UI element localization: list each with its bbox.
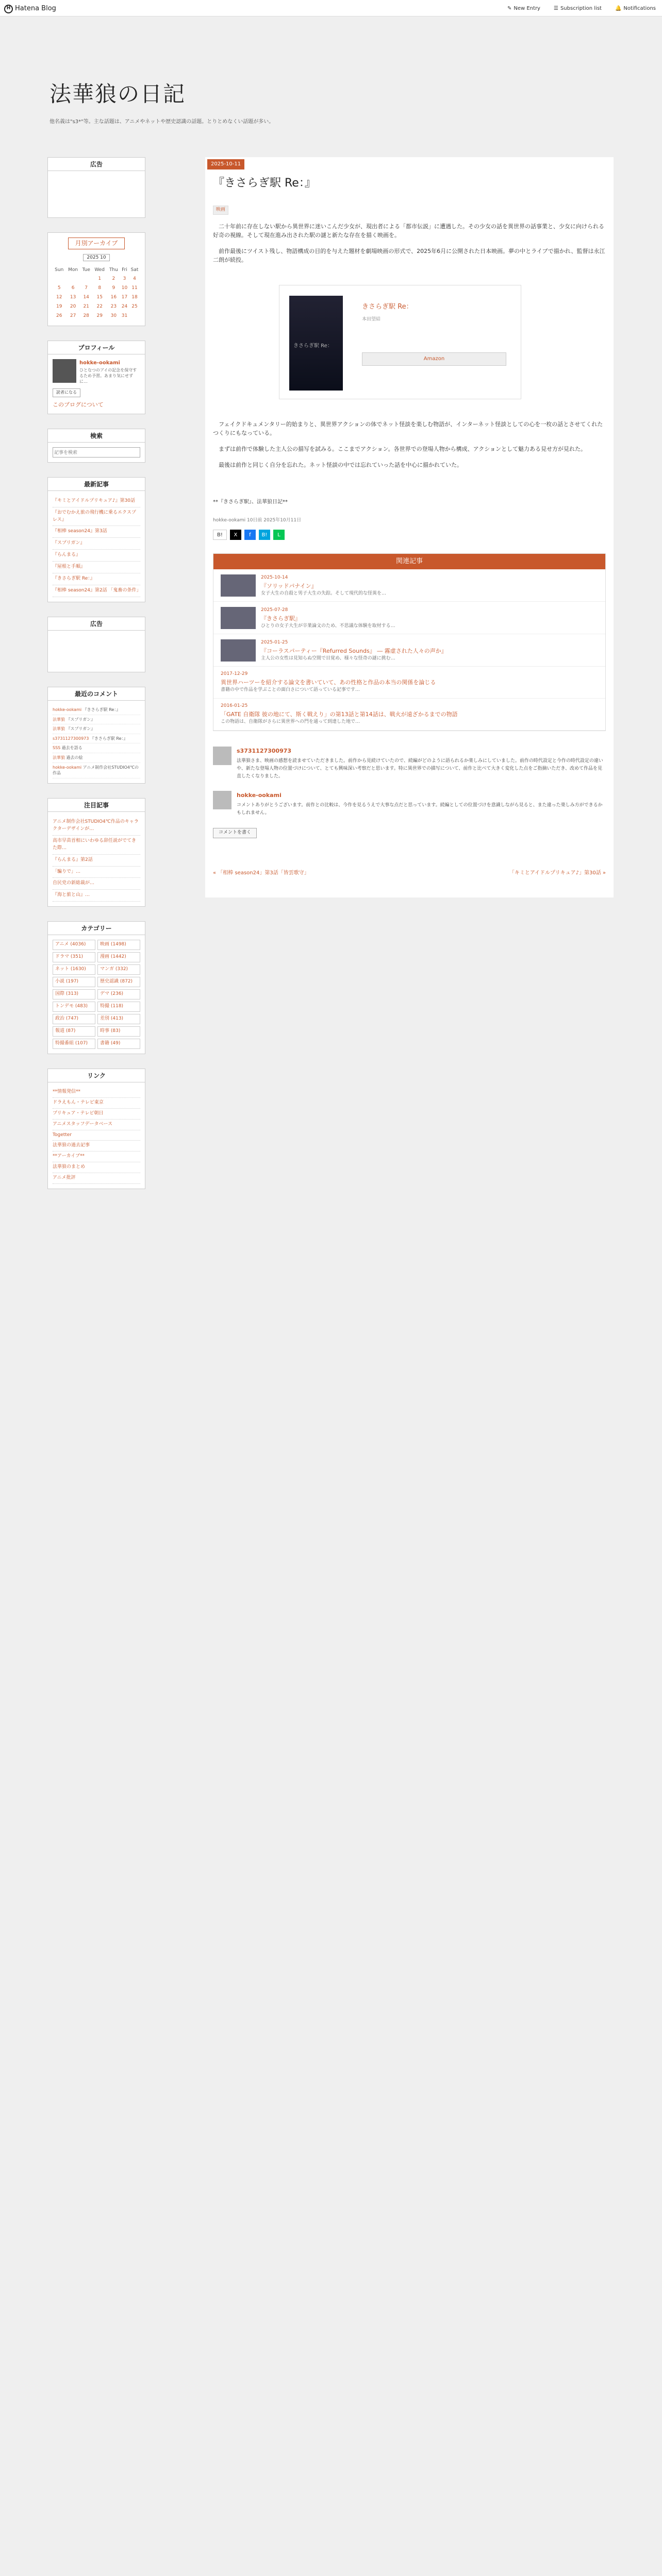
entry-paragraph: 前作最後にツイスト残し、物語構成の目的を与えた題材を劇場映画の形式で、2025年6月に公開された日本映画。夢の中とライブで描かれ、監督は永江二朗が続投。 bbox=[213, 247, 605, 263]
category-link[interactable]: 報道 (87) bbox=[53, 1026, 95, 1037]
blog-header bbox=[49, 77, 307, 126]
profile-name[interactable]: hokke-ookami bbox=[79, 360, 120, 366]
calendar-day[interactable]: 3 bbox=[123, 276, 126, 282]
recent-comments-module bbox=[47, 687, 145, 784]
calendar-month-select[interactable]: 2025 10 bbox=[83, 254, 109, 261]
product-subtitle: 本田望結 bbox=[362, 316, 381, 322]
noted-entry-link[interactable]: 高市早苗首相にいわゆる辞任説がでてきた際… bbox=[53, 836, 140, 855]
category-link[interactable]: 特撮 (118) bbox=[97, 1002, 140, 1012]
related-excerpt: 女子大生の自殺と男子大生の失踪。そして現代的な怪異を… bbox=[261, 591, 387, 597]
noted-entry-link[interactable]: 『海と旅と山』… bbox=[53, 890, 140, 902]
facebook-share-button[interactable]: f bbox=[244, 530, 256, 540]
related-excerpt: 書籍の中で作品を学ぶことの面白さについて語っている記事です… bbox=[221, 687, 360, 693]
ad-module bbox=[47, 157, 145, 218]
notifications-link[interactable]: 🔔 Notifications bbox=[615, 6, 656, 11]
next-entry-link[interactable]: 「キミとアイドルプリキュア♪」第30話 » bbox=[509, 870, 606, 876]
calendar-day[interactable]: 12 bbox=[56, 295, 62, 300]
new-entry-link[interactable]: ✎ New Entry bbox=[507, 6, 540, 11]
entry-paragraph: 二十年前に存在しない駅から異世界に迷いこんだ少女が、現出者による「都市伝説」に遭遇した。その少女の話を異世界の話事業と、少女に向けられる好奇の視線。そして現在進み出された駅の謎と新たな存在を描く映画を。 bbox=[213, 223, 604, 239]
sidebar-link[interactable]: 法華狼の過去記事 bbox=[53, 1141, 140, 1151]
share-buttons bbox=[213, 530, 614, 540]
commenter-avatar[interactable] bbox=[213, 747, 231, 765]
calendar-day[interactable]: 25 bbox=[131, 304, 138, 310]
category-link[interactable]: ネット (1630) bbox=[53, 964, 95, 975]
latest-entry-link[interactable]: 『おでむかえ旅の飛行機に乗るエクスプレス』 bbox=[53, 507, 140, 527]
noted-module bbox=[47, 798, 145, 907]
calendar-day[interactable]: 1 bbox=[98, 276, 102, 282]
related-date: 2025-07-28 bbox=[261, 607, 288, 613]
calendar-day[interactable]: 22 bbox=[96, 304, 103, 310]
related-title[interactable]: 『きさらぎ駅』 bbox=[261, 615, 301, 622]
related-date: 2016-01-25 bbox=[221, 703, 248, 709]
category-link[interactable]: ドラマ (351) bbox=[53, 952, 95, 962]
recent-comment-target[interactable]: 『きさらぎ駅 Re：』 bbox=[82, 707, 121, 713]
product-cover[interactable]: きさらぎ駅 Re： bbox=[289, 296, 343, 391]
comment-body: 法華狼さま、映画の感想を読ませていただきました。前作から見続けていたので、続編がどのように語られるか楽しみにしていました。前作の時代設定と今作の時代設定の違いや、新たな登場人物の位置づけについて、とても興味深い考察だと思います。特に異世界での描写について、前作と比べて大きく変化した点をご指摘いただき、改めて作品を見直したくなりました。 bbox=[237, 758, 603, 779]
entry-meta: hokke-ookami 10日前 2025年10月11日 bbox=[213, 518, 302, 523]
comments bbox=[213, 747, 606, 817]
calendar-weekday: Wed bbox=[94, 267, 105, 273]
write-comment-button[interactable]: コメントを書く bbox=[213, 828, 257, 838]
subscribe-button[interactable]: 読者になる bbox=[53, 388, 80, 397]
calendar-day[interactable]: 14 bbox=[83, 295, 89, 300]
sidebar-link[interactable]: プリキュア・テレビ朝日 bbox=[53, 1109, 140, 1120]
calendar-day[interactable]: 2 bbox=[112, 276, 115, 282]
related-excerpt: 主人公の女性は見知らぬ空間で目覚め、様々な怪奇の謎に挑む… bbox=[261, 656, 395, 662]
recent-comment-item[interactable] bbox=[53, 705, 140, 715]
calendar-day[interactable]: 21 bbox=[83, 304, 89, 310]
noted-entry-link[interactable]: 自民党の新総裁が… bbox=[53, 878, 140, 890]
related-item-wide[interactable] bbox=[213, 667, 605, 699]
comment bbox=[213, 791, 606, 817]
calendar-weekday: Mon bbox=[68, 267, 78, 273]
calendar-day[interactable]: 20 bbox=[70, 304, 76, 310]
calendar-day[interactable]: 4 bbox=[133, 276, 136, 282]
entry-paragraph: フェイクドキュメンタリー的始まりと、異世界アクションの体でネット怪談を楽しむ物語が、インターネット怪談としての心を一枚の話とさせてくれたつくりにもなっている。 bbox=[213, 420, 603, 436]
hatena-logo-label: Hatena Blog bbox=[15, 5, 56, 12]
recent-comment-target[interactable]: 過去を語る bbox=[61, 745, 82, 751]
search-heading: 検索 bbox=[48, 429, 145, 443]
pencil-icon: ✎ bbox=[507, 6, 512, 11]
calendar-day[interactable]: 23 bbox=[110, 304, 117, 310]
bell-icon: 🔔 bbox=[615, 6, 622, 11]
pager bbox=[213, 869, 606, 877]
category-link[interactable]: 映画 (1498) bbox=[97, 940, 140, 950]
category-link[interactable]: 差別 (413) bbox=[97, 1014, 140, 1024]
calendar-weekday: Sat bbox=[130, 267, 139, 273]
calendar-day[interactable]: 17 bbox=[121, 295, 128, 300]
calendar-day[interactable]: 5 bbox=[57, 285, 61, 291]
related-title[interactable]: 異世界ハーツーを紹介する論文を書いていて、あの性格と作品の本当の関係を論じる bbox=[221, 679, 436, 686]
category-link[interactable]: デマ (236) bbox=[97, 989, 140, 999]
ad-space bbox=[48, 171, 145, 217]
sidebar bbox=[47, 157, 145, 1204]
recent-comment-item[interactable] bbox=[53, 763, 140, 778]
recent-comment-target[interactable]: アニメ制作会社STUDIO4℃の作品 bbox=[53, 765, 139, 776]
category-link[interactable]: 歴史認識 (872) bbox=[97, 977, 140, 987]
entry-date[interactable]: 2025-10-11 bbox=[207, 159, 244, 170]
category-link[interactable]: 時事 (83) bbox=[97, 1026, 140, 1037]
commenter-avatar[interactable] bbox=[213, 791, 231, 809]
noted-heading: 注目記事 bbox=[48, 799, 145, 812]
product-card[interactable] bbox=[279, 285, 521, 399]
related-heading: 関連記事 bbox=[213, 554, 605, 569]
noted-entry-link[interactable]: 『らんまる』第2話 bbox=[53, 855, 140, 867]
product-title[interactable]: きさらぎ駅 Re： bbox=[362, 302, 413, 311]
recent-comment-author[interactable]: hokke-ookami bbox=[53, 707, 82, 713]
ad-heading: 広告 bbox=[48, 158, 145, 171]
blog-description: 他名義は"s3*"等。主な話題は、アニメやネットや歴史認識の話題。とりとめなくい話題が多い。 bbox=[49, 119, 274, 125]
recent-comment-item[interactable] bbox=[53, 743, 140, 753]
list-icon: ☰ bbox=[553, 6, 558, 11]
related-item[interactable] bbox=[213, 569, 605, 602]
category-link[interactable]: 書籍 (49) bbox=[97, 1039, 140, 1049]
related-item[interactable] bbox=[213, 634, 605, 667]
related-title[interactable]: 『コーラスパーティー『Refurred Sounds』 ― 霧虚された人々の声か』 bbox=[261, 648, 447, 655]
search-input[interactable] bbox=[53, 447, 140, 457]
calendar-weekday: Fri bbox=[122, 267, 127, 273]
category-link[interactable]: 漫画 (1442) bbox=[97, 952, 140, 962]
calendar-weekday: Sun bbox=[55, 267, 64, 273]
profile-module bbox=[47, 341, 145, 414]
calendar-day[interactable]: 13 bbox=[70, 295, 76, 300]
calendar-day[interactable]: 15 bbox=[96, 295, 103, 300]
calendar-day bbox=[65, 275, 80, 284]
recent-comment-author[interactable]: 法華狼 bbox=[53, 755, 65, 760]
calendar-day[interactable]: 28 bbox=[83, 313, 89, 319]
calendar-day bbox=[80, 275, 92, 284]
latest-entry-link[interactable]: 『屋根と手順』 bbox=[53, 562, 140, 573]
sidebar-link[interactable]: 法華狼のまとめ bbox=[53, 1162, 140, 1173]
about-blog-link[interactable]: このブログについて bbox=[53, 401, 104, 408]
recent-comment-item[interactable] bbox=[53, 724, 140, 734]
sidebar-link[interactable]: **情報発信** bbox=[53, 1087, 140, 1098]
related-item-wide[interactable] bbox=[213, 699, 605, 731]
hatena-logo[interactable] bbox=[4, 4, 56, 14]
recent-comment-item[interactable] bbox=[53, 715, 140, 725]
prev-entry-link[interactable]: « 「相棒 season24」第3話「皆雲歌守」 bbox=[213, 870, 309, 876]
search-module bbox=[47, 429, 145, 463]
calendar-day bbox=[53, 275, 65, 284]
recent-comment-author[interactable]: 法華狼 bbox=[53, 726, 65, 732]
category-link[interactable]: 小説 (197) bbox=[53, 977, 95, 987]
recent-comment-author[interactable]: SSS bbox=[53, 745, 61, 751]
amazon-button[interactable]: Amazon bbox=[362, 352, 506, 366]
links-module bbox=[47, 1069, 145, 1189]
comment bbox=[213, 747, 606, 781]
entry-title[interactable]: 『きさらぎ駅 Re：』 bbox=[213, 176, 316, 190]
avatar[interactable] bbox=[53, 359, 76, 383]
calendar-day[interactable]: 16 bbox=[110, 295, 117, 300]
related-thumbnail[interactable] bbox=[221, 607, 256, 629]
subscription-list-link[interactable]: ☰ Subscription list bbox=[553, 6, 602, 11]
ad-module-2 bbox=[47, 617, 145, 672]
related-title[interactable]: 『ソリッドパナイン』 bbox=[261, 583, 317, 590]
archive-module bbox=[47, 232, 145, 326]
recent-comments-heading: 最近のコメント bbox=[48, 687, 145, 701]
calendar-day[interactable]: 6 bbox=[71, 285, 75, 291]
recent-comment-author[interactable]: hokke-ookami bbox=[53, 765, 82, 770]
sidebar-link[interactable]: ドラえもん・テレビ東京 bbox=[53, 1098, 140, 1109]
noted-entry-link[interactable]: 「騙りで」… bbox=[53, 867, 140, 878]
hatena-bookmark-button[interactable]: B! bbox=[213, 530, 227, 540]
related-date: 2025-01-25 bbox=[261, 640, 288, 646]
entry-tags[interactable]: **『きさらぎ駅』、法華狼日記** bbox=[213, 499, 288, 505]
related-thumbnail[interactable] bbox=[221, 639, 256, 662]
related-excerpt: この物語は、自衛隊がさらに異世界への門を通って到達した地で… bbox=[221, 719, 360, 725]
category-module bbox=[47, 921, 145, 1054]
sidebar-link[interactable]: アニメスタッフデータベース bbox=[53, 1120, 140, 1130]
recent-comment-target[interactable]: 『スプリガン』 bbox=[66, 717, 95, 722]
recent-comment-target[interactable]: 『きさらぎ駅 Re：』 bbox=[90, 736, 128, 741]
calendar-day[interactable]: 10 bbox=[121, 285, 128, 291]
calendar-day[interactable]: 8 bbox=[98, 285, 102, 291]
x-share-button[interactable]: X bbox=[230, 530, 241, 540]
sidebar-link[interactable]: Togetter bbox=[53, 1130, 140, 1141]
calendar-day[interactable]: 26 bbox=[56, 313, 62, 319]
latest-entry-link[interactable]: 『キミとアイドルプリキュア♪』第30話 bbox=[53, 496, 140, 507]
recent-comment-target[interactable]: 『スプリガン』 bbox=[66, 726, 95, 732]
calendar-day[interactable]: 18 bbox=[131, 295, 138, 300]
calendar bbox=[53, 266, 140, 321]
calendar-weekday: Tue bbox=[82, 267, 90, 273]
noted-entry-link[interactable]: アニメ制作会社STUDIO4℃作品のキャラクターデザインが… bbox=[53, 817, 140, 836]
calendar-day[interactable]: 31 bbox=[121, 313, 128, 319]
calendar-day[interactable]: 7 bbox=[85, 285, 88, 291]
category-link[interactable]: 特撮番組 (107) bbox=[53, 1039, 95, 1049]
entry-paragraph: まずは前作で体験した主人公の描写を試みる。ここまでアクション。各世界での登場人物から構成、アクションとして魅力ある見せ方が見れた。 bbox=[219, 445, 587, 452]
category-heading: カテゴリー bbox=[48, 922, 145, 935]
calendar-day[interactable]: 19 bbox=[56, 304, 62, 310]
calendar-day[interactable]: 11 bbox=[131, 285, 138, 291]
recent-comment-author[interactable]: 法華狼 bbox=[53, 717, 65, 722]
latest-module bbox=[47, 477, 145, 602]
related-entries bbox=[213, 553, 606, 731]
latest-heading: 最新記事 bbox=[48, 478, 145, 491]
category-link[interactable]: トンデモ (483) bbox=[53, 1002, 95, 1012]
related-date: 2017-12-29 bbox=[221, 671, 248, 677]
calendar-day[interactable]: 24 bbox=[121, 304, 128, 310]
recent-comment-item[interactable] bbox=[53, 753, 140, 763]
comment-body: コメントありがとうございます。前作との比較は、今作を見るうえで大事な点だと思っています。続編としての位置づけを意識しながら見ると、また違った楽しみ方ができるかもしれません。 bbox=[237, 802, 603, 816]
line-share-button[interactable]: L bbox=[273, 530, 285, 540]
recent-comment-target[interactable]: 過去の絵 bbox=[66, 755, 83, 760]
category-link[interactable]: マンガ (332) bbox=[97, 964, 140, 975]
recent-comment-author[interactable]: s3731127300973 bbox=[53, 736, 89, 741]
calendar-day[interactable]: 30 bbox=[110, 313, 117, 319]
related-item[interactable] bbox=[213, 602, 605, 634]
latest-entry-link[interactable]: 『相棒 season24』第2話 「鬼畜の条件」 bbox=[53, 585, 140, 597]
commenter-name[interactable]: s3731127300973 bbox=[237, 748, 292, 755]
blog-title[interactable]: 法華狼の日記 bbox=[49, 81, 186, 107]
latest-entry-link[interactable]: 『相棒 season24』第3話 bbox=[53, 526, 140, 538]
calendar-day[interactable]: 9 bbox=[112, 285, 115, 291]
profile-heading: プロフィール bbox=[48, 341, 145, 354]
latest-entry-link[interactable]: 『スプリガン』 bbox=[53, 538, 140, 550]
sidebar-link[interactable]: **アーカイブ** bbox=[53, 1151, 140, 1162]
bookmark-share-button[interactable]: B! bbox=[259, 530, 270, 540]
calendar-weekday: Thu bbox=[109, 267, 118, 273]
ad-heading-2: 広告 bbox=[48, 617, 145, 631]
recent-comment-item[interactable] bbox=[53, 734, 140, 744]
category-link[interactable]: 国際 (313) bbox=[53, 989, 95, 999]
related-excerpt: ひとりの女子大生が卒業論文のため、不思議な体験を取材する… bbox=[261, 623, 395, 629]
topbar bbox=[0, 0, 662, 16]
profile-text: ひとなつのアイの記念を保守するため予習。あまり気にせずに… bbox=[79, 367, 137, 384]
entry bbox=[205, 157, 614, 897]
entry-paragraph: 最後は前作と同じく自分を忘れた。ネット怪談の中では忘れていった話を中心に描かれていた。 bbox=[219, 461, 462, 468]
archive-heading[interactable]: 月別アーカイブ bbox=[68, 238, 125, 249]
related-title[interactable]: 「GATE 自衛隊 彼の地にて、斯く戦えり」の第13話と第14話は、戦火が遠ざかるまでの物語 bbox=[221, 711, 458, 718]
related-thumbnail[interactable] bbox=[221, 574, 256, 597]
hatena-logo-icon: H bbox=[4, 5, 13, 13]
calendar-day[interactable]: 27 bbox=[70, 313, 76, 319]
entry-category[interactable]: 映画 bbox=[213, 206, 228, 215]
category-link[interactable]: 政治 (747) bbox=[53, 1014, 95, 1024]
category-link[interactable]: アニメ (4036) bbox=[53, 940, 95, 950]
related-date: 2025-10-14 bbox=[261, 575, 288, 581]
latest-entry-link[interactable]: 『らんまる』 bbox=[53, 550, 140, 562]
calendar-day bbox=[129, 312, 140, 321]
calendar-day[interactable]: 29 bbox=[96, 313, 103, 319]
links-heading: リンク bbox=[48, 1069, 145, 1082]
latest-entry-link[interactable]: 『きさらぎ駅 Re：』 bbox=[53, 573, 140, 585]
sidebar-link[interactable]: アニメ批評 bbox=[53, 1173, 140, 1184]
commenter-name[interactable]: hokke-ookami bbox=[237, 791, 282, 799]
